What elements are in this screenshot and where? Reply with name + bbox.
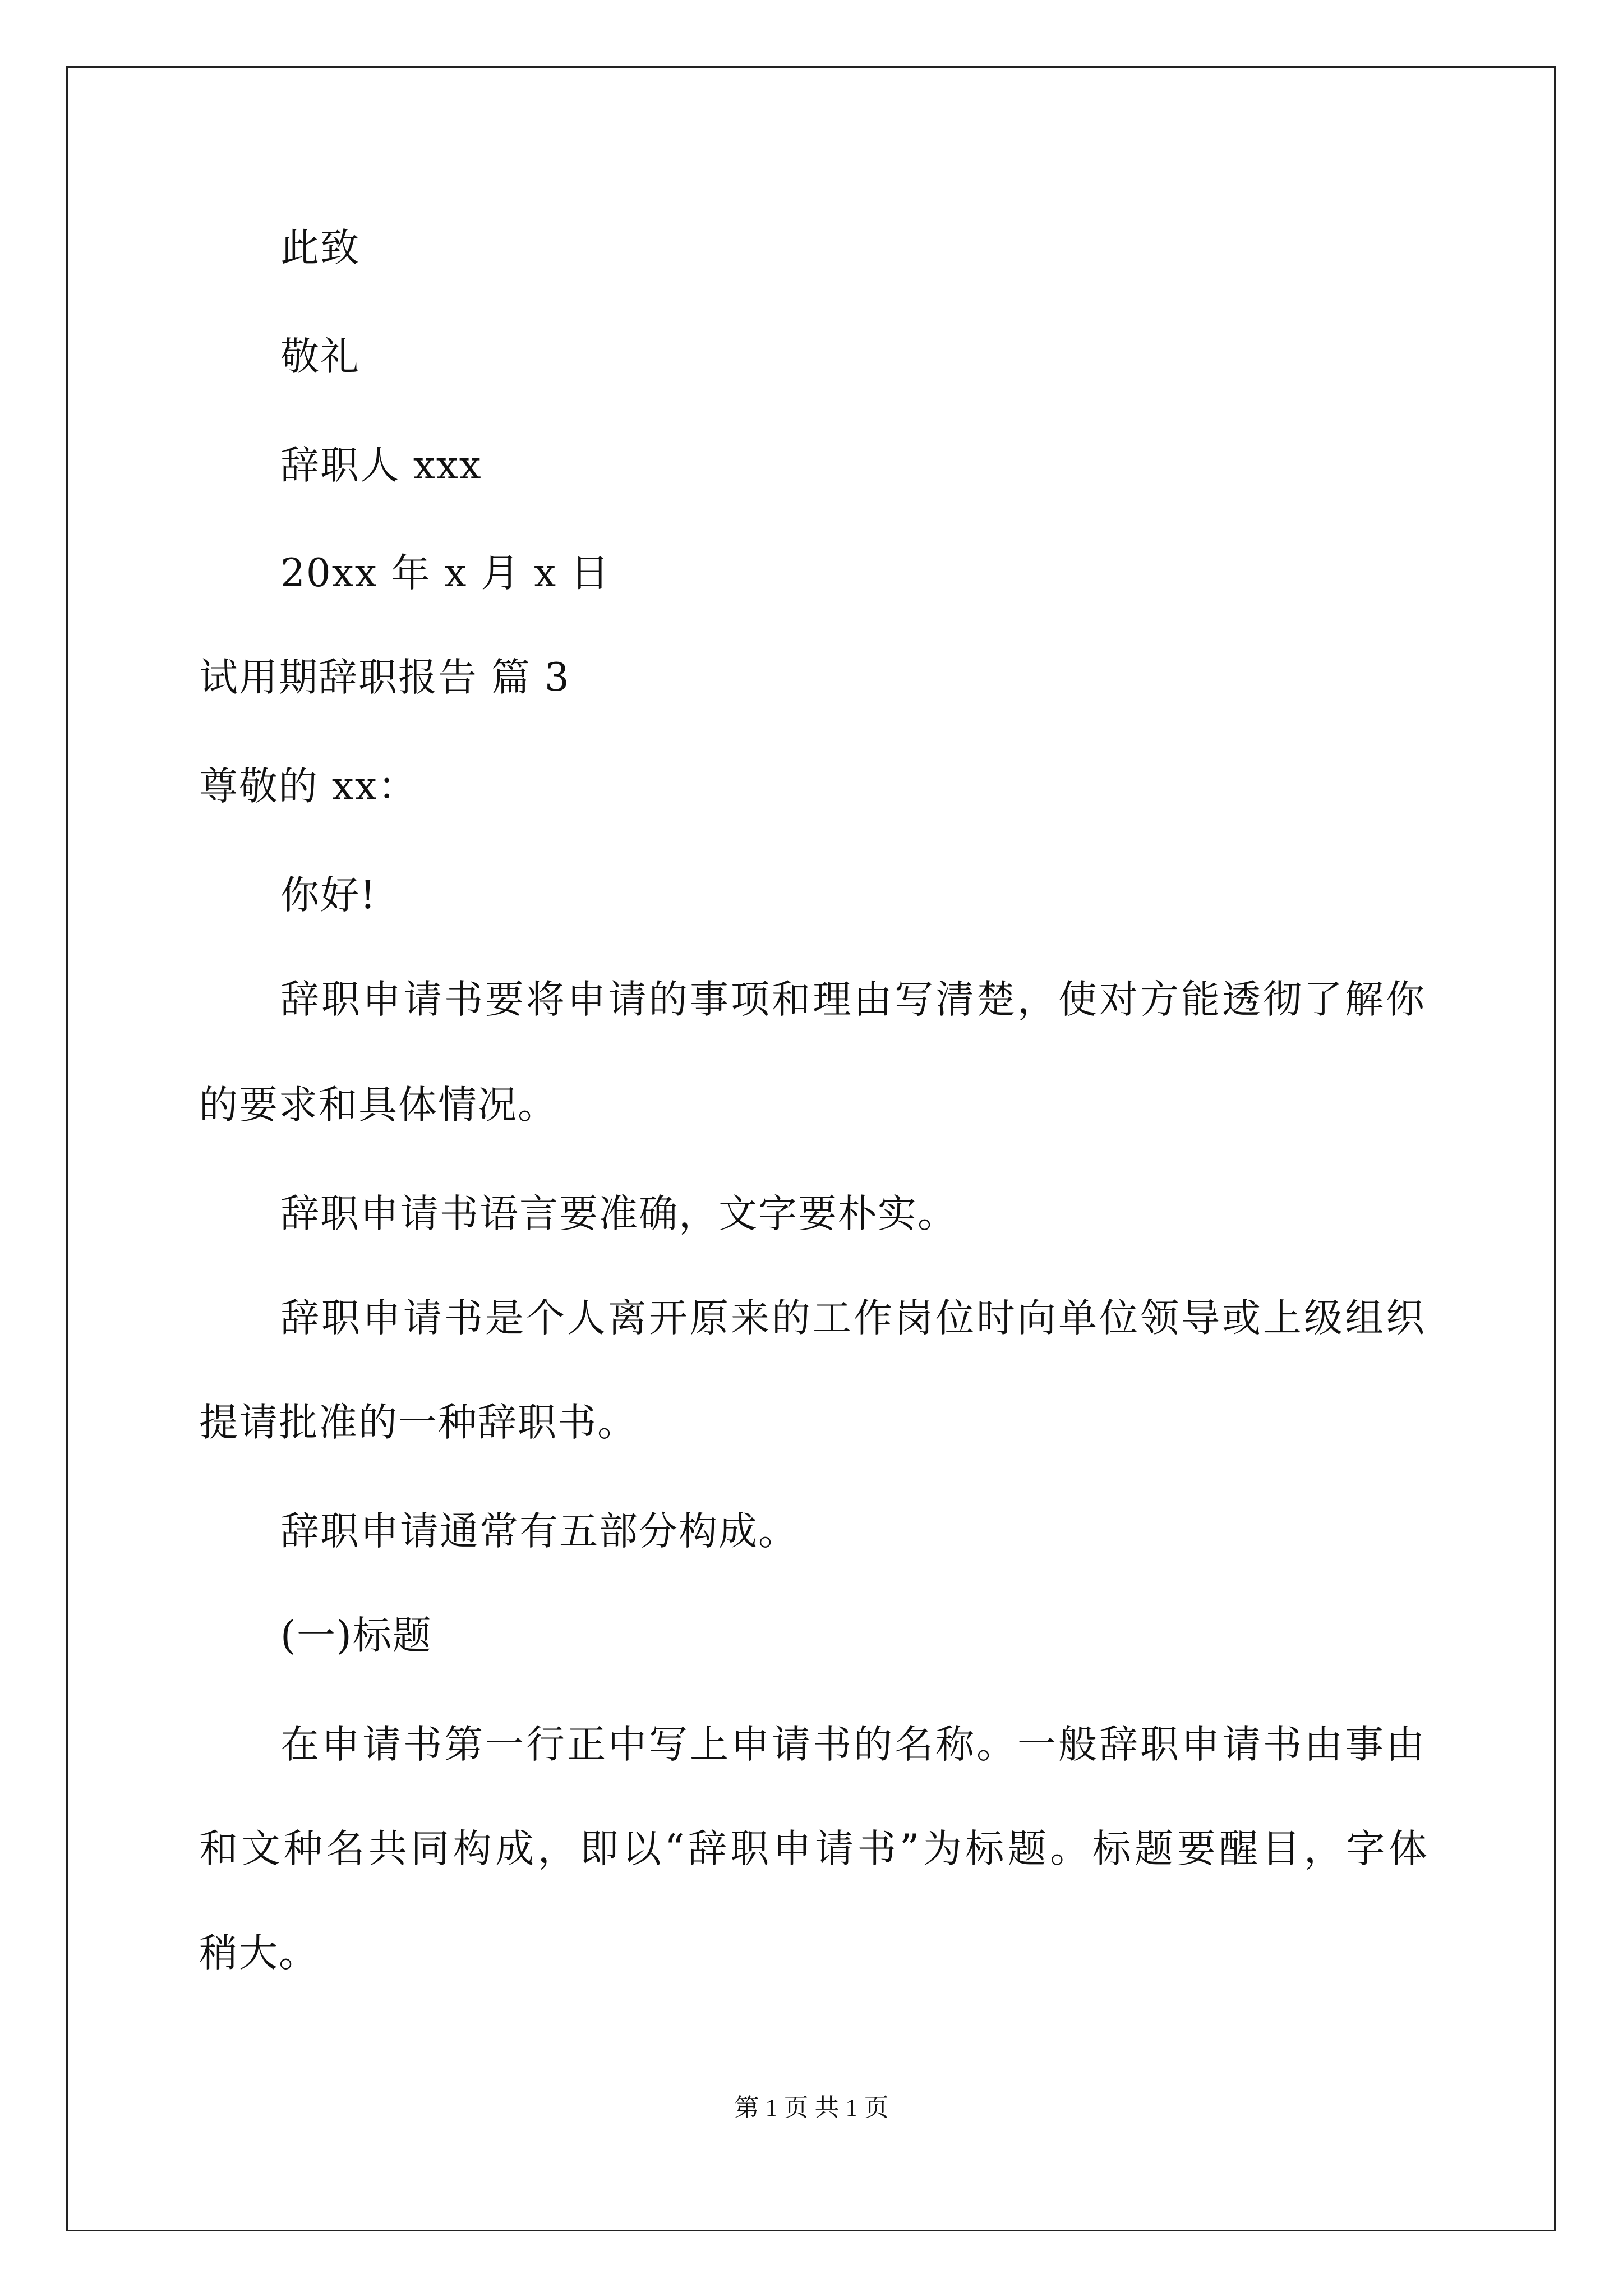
paragraph-3-line-2: 提请批准的一种辞职书。 — [199, 1400, 637, 1445]
closing-signer: 辞职人 xxx — [280, 443, 482, 488]
paragraph-1-line-1: 辞职申请书要将申请的事项和理由写清楚，使对方能透彻了解你 — [280, 977, 1424, 1022]
closing-salutation: 此致 — [280, 226, 360, 270]
greeting: 你好! — [280, 873, 377, 918]
paragraph-5-heading: (一)标题 — [280, 1613, 432, 1658]
paragraph-6-line-1: 在申请书第一行正中写上申请书的名称。一般辞职申请书由事由 — [280, 1722, 1424, 1767]
paragraph-1-line-2: 的要求和具体情况。 — [199, 1083, 557, 1128]
page-border — [66, 66, 1556, 2231]
paragraph-3-line-1: 辞职申请书是个人离开原来的工作岗位时向单位领导或上级组织 — [280, 1296, 1424, 1341]
section-heading: 试用期辞职报告 篇 3 — [199, 655, 570, 700]
addressee: 尊敬的 xx： — [199, 764, 418, 809]
paragraph-6-line-2: 和文种名共同构成，即以“辞职申请书”为标题。标题要醒目，字体 — [199, 1826, 1427, 1871]
closing-regards: 敬礼 — [280, 334, 360, 379]
paragraph-4: 辞职申请通常有五部分构成。 — [280, 1509, 798, 1554]
paragraph-6-line-3: 稍大。 — [199, 1931, 319, 1976]
page-footer: 第 1 页 共 1 页 — [734, 2094, 889, 2122]
closing-date: 20xx 年 x 月 x 日 — [280, 551, 611, 596]
paragraph-2: 辞职申请书语言要准确，文字要朴实。 — [280, 1191, 957, 1236]
